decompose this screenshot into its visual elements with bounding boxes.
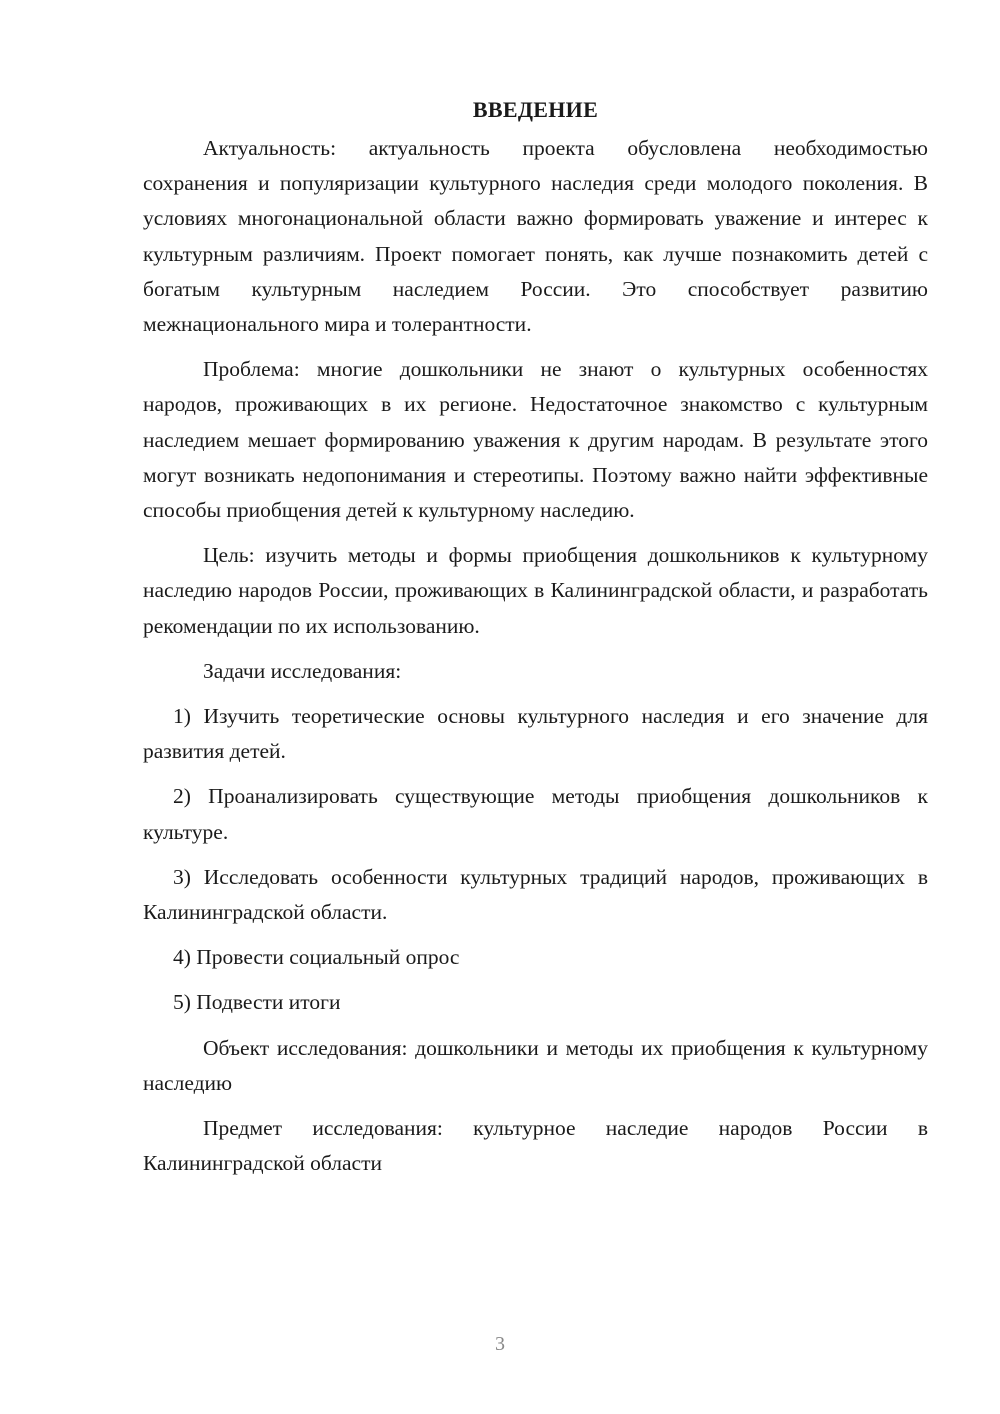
task-item-3: 3) Исследовать особенности культурных традиций народов, проживающих в Калининградской области. <box>143 864 928 925</box>
task-item-4: 4) Провести социальный опрос <box>173 945 460 970</box>
goal-paragraph: Цель: изучить методы и формы приобщения дошкольников к культурному наследию народов России, проживающих в Калининградской области, и разработать рекомендации по их использованию. <box>143 543 928 638</box>
section-heading: ВВЕДЕНИЕ <box>472 97 599 122</box>
page-number: 3 <box>495 1333 505 1355</box>
relevance-paragraph: Актуальность: актуальность проекта обусловлена необходимостью сохранения и популяризации культурного наследия среди молодого поколения. В условиях многонациональной области важно формировать уважение и интерес к культурным различиям. Проект помогает понять, как лучше познакомить детей с богатым культурным наследием России. Это способствует развитию межнационального мира и толерантности. <box>143 136 928 337</box>
tasks-intro: Задачи исследования: <box>203 658 402 683</box>
problem-paragraph: Проблема: многие дошкольники не знают о культурных особенностях народов, проживающих в их регионе. Недостаточное знакомство с культурным наследием мешает формированию уважения к другим народам. В результате этого могут возникать недопонимания и стереотипы. Поэтому важно найти эффективные способы приобщения детей к культурному наследию. <box>143 357 928 523</box>
research-subject-paragraph: Предмет исследования: культурное наследие народов России в Калининградской области <box>143 1116 928 1176</box>
task-item-5: 5) Подвести итоги <box>173 990 341 1015</box>
document-page <box>143 95 928 1191</box>
task-item-2: 2) Проанализировать существующие методы приобщения дошкольников к культуре. <box>143 784 928 844</box>
research-object-paragraph: Объект исследования: дошкольники и методы их приобщения к культурному наследию <box>143 1035 928 1095</box>
task-item-1: 1) Изучить теоретические основы культурного наследия и его значение для развития детей. <box>143 704 928 764</box>
